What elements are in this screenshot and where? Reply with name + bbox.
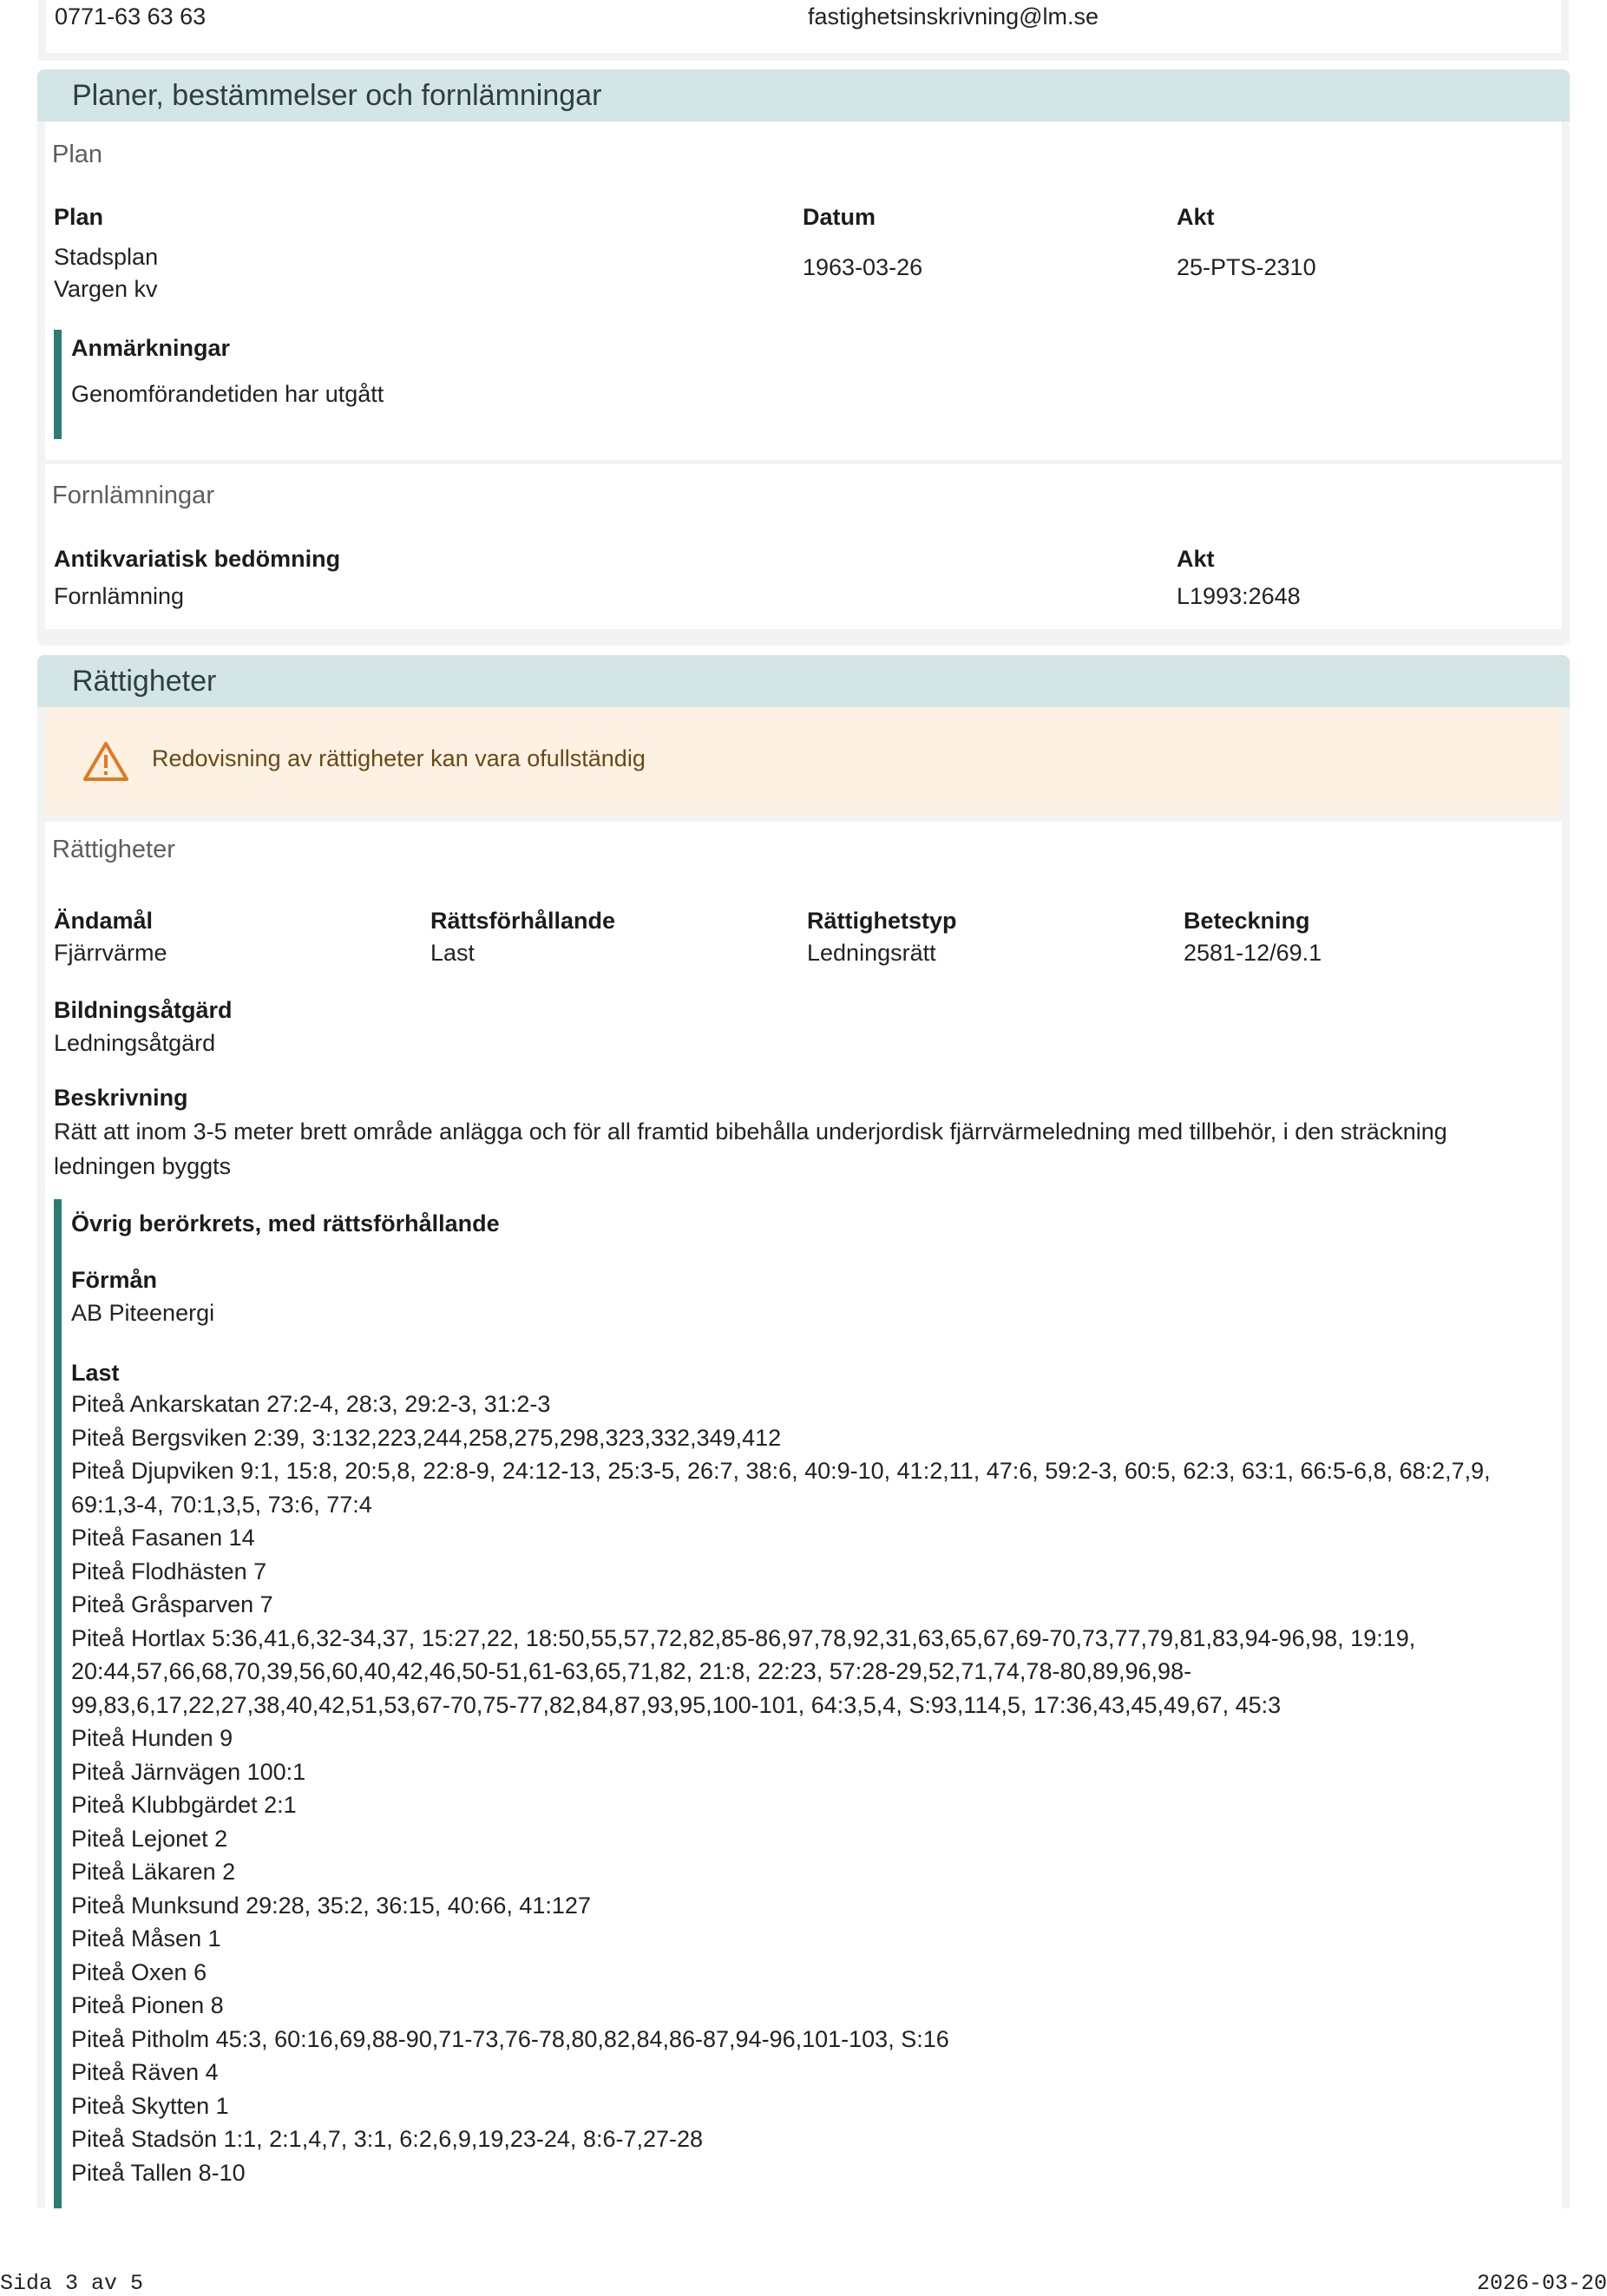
last-list-item: Piteå Stadsön 1:1, 2:1,4,7, 3:1, 6:2,6,9,19,23-24, 8:6-7,27-28	[71, 2126, 704, 2152]
warning-triangle-icon	[82, 740, 129, 786]
last-list-container	[71, 1387, 1555, 2189]
section-header-rattigheter: Rättigheter	[37, 655, 1570, 707]
last-list-item: Piteå Skytten 1	[71, 2092, 229, 2119]
panel-title-plan: Plan	[52, 141, 103, 168]
planer-section	[37, 69, 1570, 646]
beskrivning-label: Beskrivning	[54, 1085, 188, 1111]
warning-banner	[45, 707, 1562, 815]
last-list-item: Piteå Ankarskatan 27:2-4, 28:3, 29:2-3, 31:2-3	[71, 1391, 551, 1417]
bedomning-value: Fornlämning	[54, 583, 185, 609]
last-list-item: Piteå Hortlax 5:36,41,6,32-34,37, 15:27,22, 18:50,55,57,72,82,85-86,97,78,92,31,63,65,67,69-70,73,77,79,81,83,94-96,98, 19:19, 20:44,57,66,68,70,39,56,60,40,42,46,50-51,61-63,65,71,82, 21:8, 22:23, 57:28-29,52,71,74,78-80,89,96,98-99,83,6,17,22,27,38,40,42,51,53,67-70,75-77,82,84,87,93,95,100-101, 64:3,5,4, S:93,114,5, 17:36,43,45,49,67, 45:3	[71, 1624, 1416, 1718]
ovrig-label: Övrig berörkrets, med rättsförhållande	[71, 1210, 500, 1237]
rattigheter-section	[37, 655, 1570, 2208]
col-rattsforhallande-label: Rättsförhållande	[430, 908, 616, 934]
last-list-item: Piteå Pitholm 45:3, 60:16,69,88-90,71-73,76-78,80,82,84,86-87,94-96,101-103, S:16	[71, 2025, 949, 2052]
last-list-item: Piteå Bergsviken 2:39, 3:132,223,244,258,275,298,323,332,349,412	[71, 1424, 782, 1451]
datum-value: 1963-03-26	[803, 254, 923, 280]
bildning-value: Ledningsåtgärd	[54, 1030, 216, 1056]
contact-card	[38, 0, 1569, 61]
last-list-item: Piteå Tallen 8-10	[71, 2159, 246, 2186]
anmarkningar-callout	[54, 330, 835, 439]
last-list-item: Piteå Klubbgärdet 2:1	[71, 1792, 297, 1818]
col-akt-label-forn: Akt	[1177, 546, 1215, 572]
plan-panel	[45, 121, 1562, 460]
last-list-item: Piteå Djupviken 9:1, 15:8, 20:5,8, 22:8-9, 24:12-13, 25:3-5, 26:7, 38:6, 40:9-10, 41:2,11, 47:6, 59:2-3, 60:5, 62:3, 63:1, 66:5-6,8, 68:2,7,9, 69:1,3-4, 70:1,3,5, 73:6, 77:4	[71, 1458, 1491, 1518]
col-beteckning-label: Beteckning	[1184, 908, 1310, 934]
last-list-item: Piteå Hunden 9	[71, 1725, 233, 1751]
contact-email[interactable]: fastighetsinskrivning@lm.se	[808, 3, 1099, 30]
panel-title-rattigheter: Rättigheter	[52, 836, 175, 863]
last-list-item: Piteå Pionen 8	[71, 1992, 224, 2018]
beskrivning-value: Rätt att inom 3-5 meter brett område anlägga och för all framtid bibehålla underjordisk fjärrvärmeledning med tillbehör, i den sträckning ledningen byggts	[54, 1118, 1447, 1179]
plan-value-line1: Stadsplan	[54, 244, 159, 270]
forman-label: Förmån	[71, 1267, 158, 1293]
rattighetstyp-value: Ledningsrätt	[807, 940, 936, 966]
fornlamningar-panel	[45, 464, 1562, 629]
panel-title-fornlamningar: Fornlämningar	[52, 482, 214, 509]
bildning-label: Bildningsåtgärd	[54, 997, 233, 1023]
col-andamal-label: Ändamål	[54, 908, 154, 934]
akt-value-forn: L1993:2648	[1177, 583, 1301, 609]
forman-value: AB Piteenergi	[71, 1300, 215, 1326]
col-plan-label: Plan	[54, 204, 104, 230]
col-bedomning-label: Antikvariatisk bedömning	[54, 546, 341, 572]
last-list-item: Piteå Läkaren 2	[71, 1859, 236, 1885]
rattsforhallande-value: Last	[430, 940, 476, 966]
footer-page-number: Sida 3 av 5	[0, 2271, 144, 2296]
plan-value-line2: Vargen kv	[54, 276, 158, 302]
footer-date: 2026-03-20	[1476, 2271, 1607, 2296]
anmarkningar-label: Anmärkningar	[71, 335, 231, 361]
last-list-item: Piteå Måsen 1	[71, 1925, 221, 1952]
last-list-item: Piteå Oxen 6	[71, 1958, 207, 1985]
section-header-planer: Planer, bestämmelser och fornlämningar	[37, 69, 1570, 121]
beteckning-value: 2581-12/69.1	[1184, 940, 1322, 966]
anmarkningar-text: Genomförandetiden har utgått	[71, 381, 384, 407]
last-list-item: Piteå Järnvägen 100:1	[71, 1758, 306, 1785]
last-label: Last	[71, 1360, 120, 1386]
andamal-value: Fjärrvärme	[54, 940, 167, 966]
contact-phone: 0771-63 63 63	[55, 3, 207, 30]
last-list	[71, 1387, 1555, 2189]
warning-text: Redovisning av rättigheter kan vara ofullständig	[152, 745, 646, 771]
last-list-item: Piteå Fasanen 14	[71, 1525, 255, 1551]
col-datum-label: Datum	[803, 204, 876, 230]
last-list-item: Piteå Gråsparven 7	[71, 1591, 273, 1617]
ovrig-callout	[54, 1199, 1555, 2208]
col-rattighetstyp-label: Rättighetstyp	[807, 908, 957, 934]
rattigheter-panel	[45, 822, 1562, 2208]
akt-value: 25-PTS-2310	[1177, 254, 1316, 280]
last-list-item: Piteå Räven 4	[71, 2059, 219, 2085]
last-list-item: Piteå Munksund 29:28, 35:2, 36:15, 40:66, 41:127	[71, 1892, 591, 1919]
last-list-item: Piteå Flodhästen 7	[71, 1558, 267, 1584]
last-list-item: Piteå Lejonet 2	[71, 1825, 228, 1852]
col-akt-label: Akt	[1177, 204, 1215, 230]
